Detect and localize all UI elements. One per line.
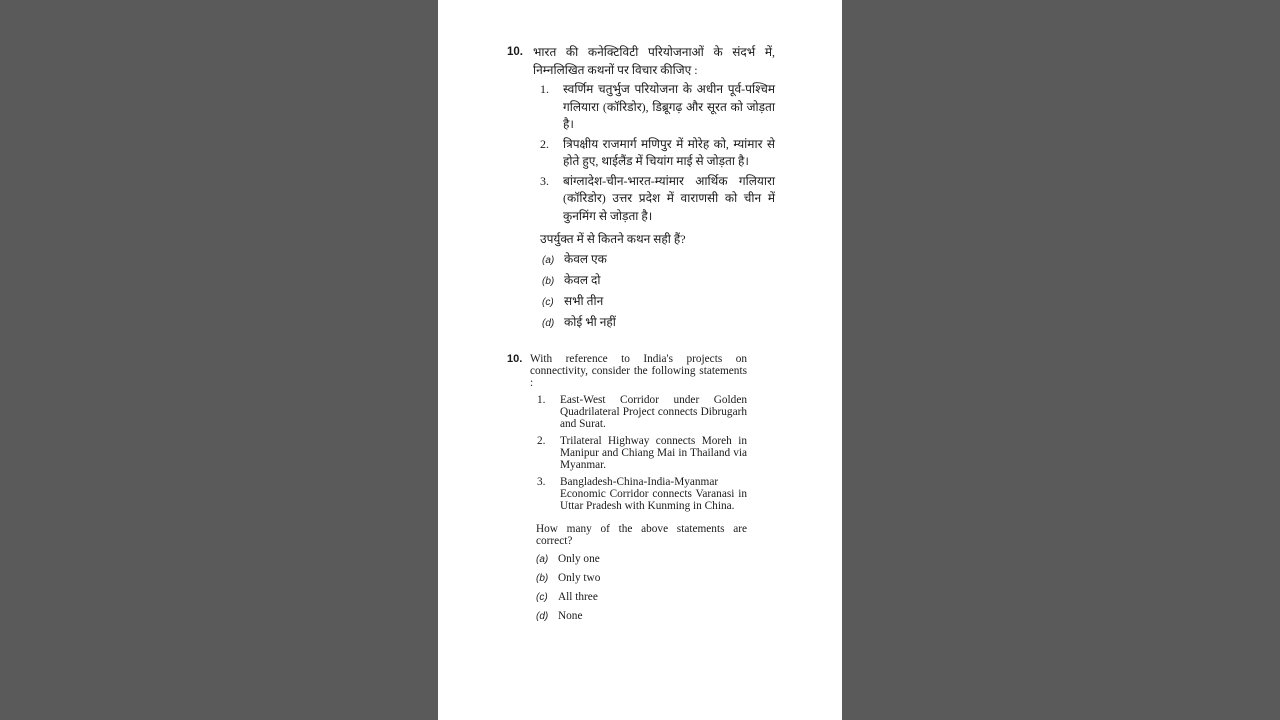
- hindi-statement-3: बांग्लादेश-चीन-भारत-म्यांमार आर्थिक गलियारा (कॉरिडोर) उत्तर प्रदेश में वाराणसी को चीन में कुनमिंग से जोड़ता है।: [563, 173, 775, 223]
- blurred-background-left: [0, 0, 438, 720]
- hindi-question-stem: भारत की कनेक्टिविटी परियोजनाओं के संदर्भ में, निम्नलिखित कथनों पर विचार कीजिए :: [533, 45, 775, 77]
- english-statement-3: Bangladesh-China-India-Myanmar Economic Corridor connects Varanasi in Uttar Pradesh with Kunming in China.: [560, 475, 747, 512]
- english-statement-number: 2.: [537, 434, 546, 447]
- hindi-option-a: (a) केवल एक: [542, 252, 607, 266]
- question-page: [438, 0, 842, 720]
- hindi-statement-number: 2.: [540, 136, 549, 151]
- english-question-block: [507, 353, 747, 623]
- hindi-question-block: [507, 44, 775, 333]
- hindi-statement-1: स्वर्णिम चतुर्भुज परियोजना के अधीन पूर्व-पश्चिम गलियारा (कॉरिडोर), डिब्रूगढ़ और सूरत को जोड़ता है।: [563, 82, 775, 131]
- english-option-a: (a) Only one: [536, 552, 600, 565]
- english-question-number: 10.: [507, 352, 523, 365]
- english-question-stem: With reference to India's projects on connectivity, consider the following statements :: [530, 352, 747, 389]
- hindi-question-number: 10.: [507, 46, 523, 58]
- hindi-statement-number: 1.: [540, 82, 549, 96]
- english-option-d: (d) None: [536, 609, 583, 622]
- hindi-option-d: (d) कोई भी नहीं: [542, 315, 616, 329]
- hindi-option-b: (b) केवल दो: [542, 273, 601, 287]
- english-question: How many of the above statements are correct?: [536, 522, 747, 547]
- english-statement-2: Trilateral Highway connects Moreh in Manipur and Chiang Mai in Thailand via Myanmar.: [560, 434, 747, 471]
- hindi-option-c: (c) सभी तीन: [542, 294, 604, 308]
- english-option-b: (b) Only two: [536, 571, 601, 584]
- english-statement-number: 3.: [537, 475, 546, 488]
- hindi-statement-number: 3.: [540, 173, 549, 188]
- english-statement-1: East-West Corridor under Golden Quadrilateral Project connects Dibrugarh and Surat.: [560, 393, 747, 430]
- english-option-c: (c) All three: [536, 590, 598, 603]
- blurred-background-right: [842, 0, 1280, 720]
- hindi-question: उपर्युक्त में से कितने कथन सही हैं?: [540, 232, 686, 246]
- hindi-statement-2: त्रिपक्षीय राजमार्ग मणिपुर में मोरेह को, म्यांमार से होते हुए, थाईलैंड में चियांग माई से जोड़ता है।: [563, 136, 775, 168]
- english-statement-number: 1.: [537, 393, 546, 406]
